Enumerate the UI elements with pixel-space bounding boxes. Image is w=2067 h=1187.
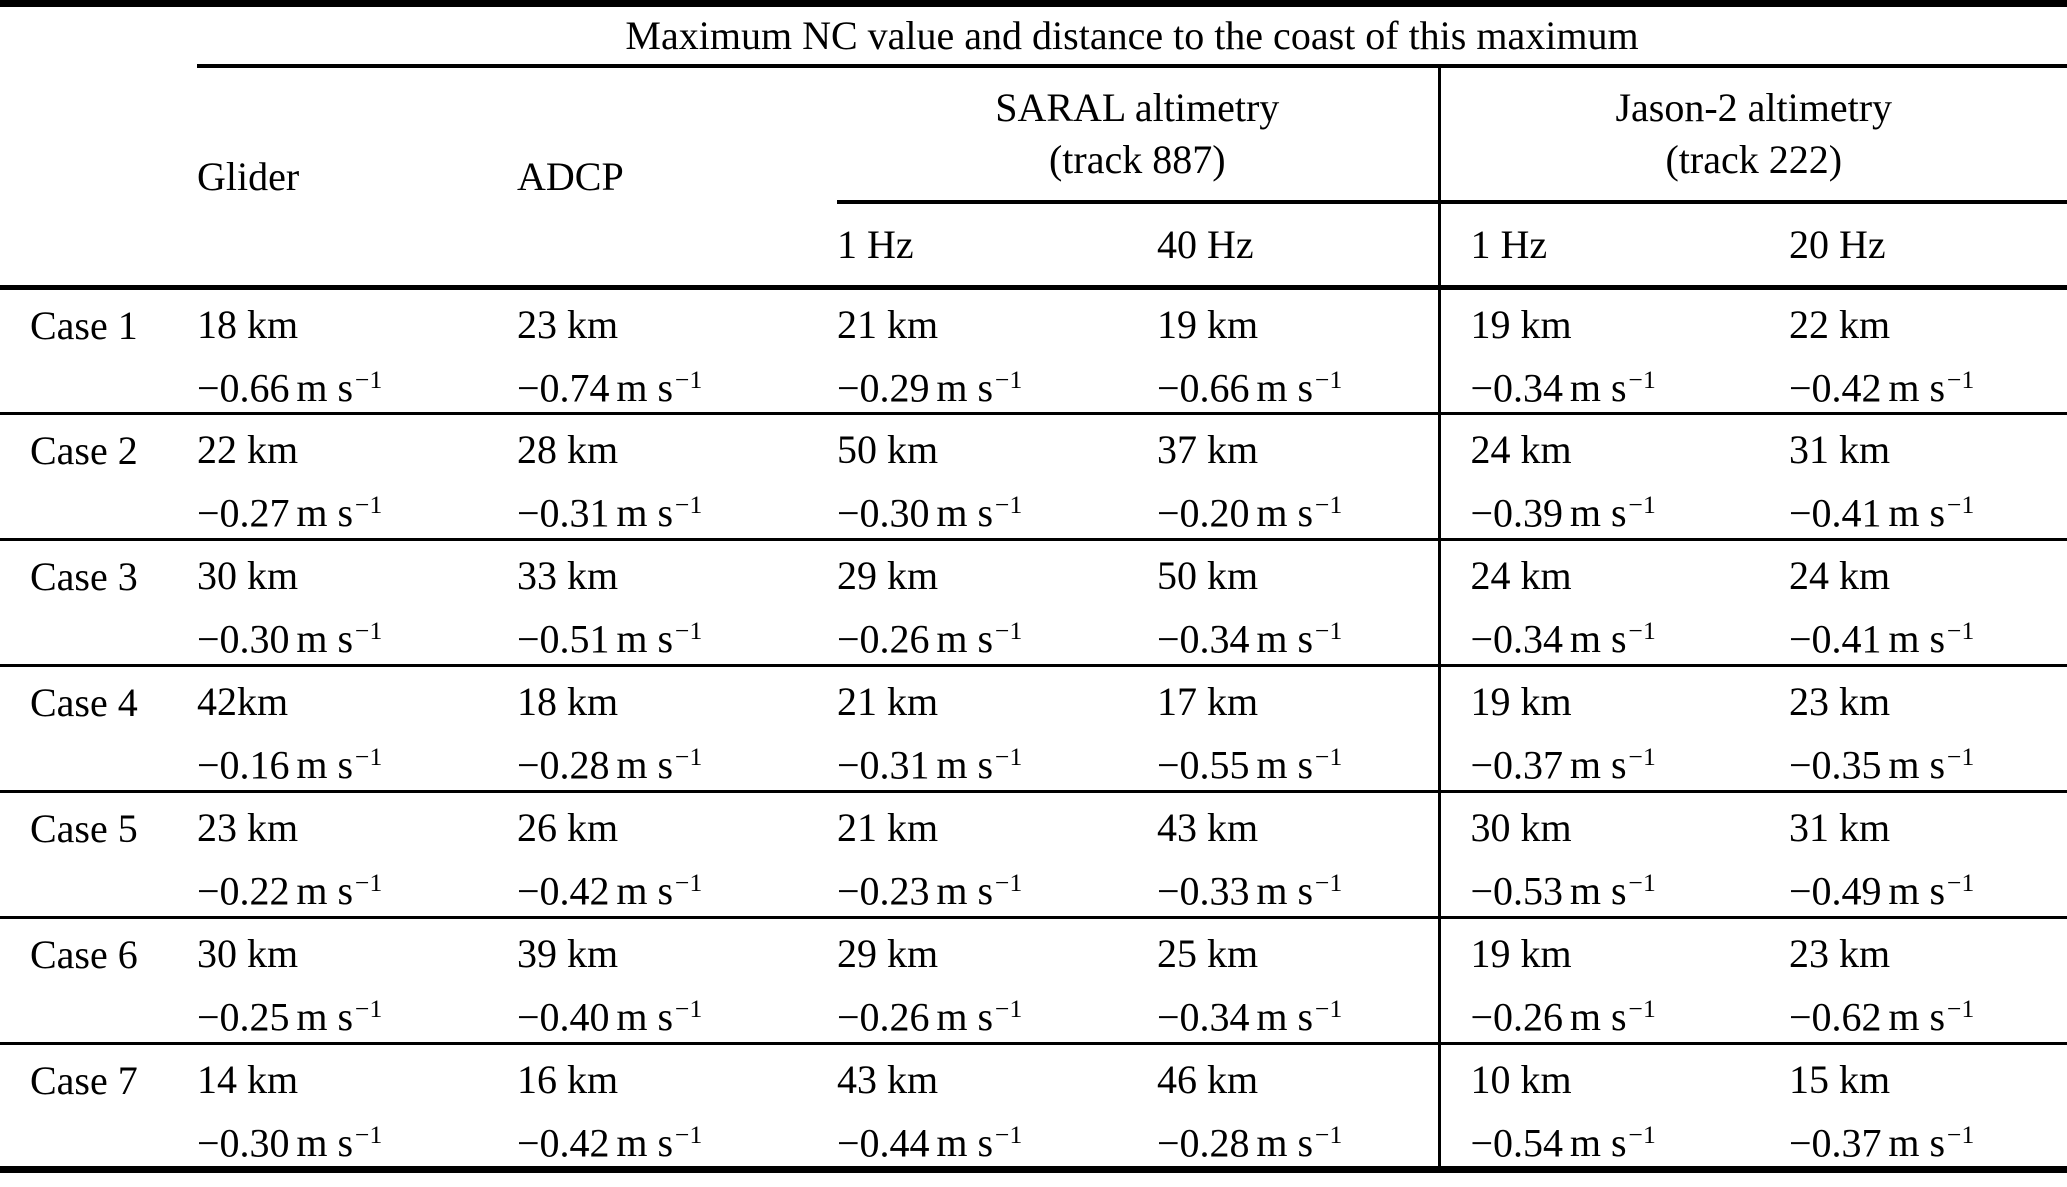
unit-base: m s — [1569, 1120, 1627, 1166]
table-row — [0, 918, 2067, 1044]
unit-base: m s — [936, 616, 994, 662]
nc-value — [1471, 608, 1760, 662]
nc-value — [517, 1112, 837, 1166]
unit-exponent: −1 — [355, 365, 383, 394]
nc-value — [197, 860, 517, 914]
distance-value: 28 km — [517, 427, 619, 472]
distance-value: 18 km — [517, 679, 619, 724]
distance-value: 23 km — [197, 805, 299, 850]
nc-number: −0.39 — [1470, 490, 1564, 536]
data-cell — [197, 666, 517, 792]
case-label: Case 7 — [30, 1058, 138, 1103]
distance-value: 43 km — [837, 1057, 939, 1102]
unit-exponent: −1 — [995, 490, 1023, 519]
unit-base: m s — [1888, 365, 1946, 411]
distance-value: 14 km — [197, 1057, 299, 1102]
unit-base: m s — [616, 616, 674, 662]
unit-exponent: −1 — [1315, 616, 1343, 645]
data-cell — [1157, 288, 1439, 414]
data-cell — [837, 288, 1157, 414]
nc-value — [1157, 860, 1438, 914]
table-row — [0, 1044, 2067, 1170]
nc-number: −0.37 — [1789, 1120, 1882, 1166]
unit-base: m s — [1888, 1120, 1946, 1166]
subheader-jason-20hz: 20 Hz — [1759, 202, 2067, 288]
unit-exponent: −1 — [1947, 490, 1975, 519]
distance-value: 30 km — [197, 553, 299, 598]
distance-value: 19 km — [1470, 302, 1572, 347]
data-cell — [837, 792, 1157, 918]
unit-exponent: −1 — [995, 1120, 1023, 1149]
nc-number: −0.25 — [197, 994, 290, 1040]
unit-exponent: −1 — [1628, 490, 1656, 519]
unit-exponent: −1 — [1947, 1120, 1975, 1149]
nc-number: −0.62 — [1789, 994, 1882, 1040]
col-header-glider: Glider — [197, 66, 517, 288]
unit-base: m s — [1569, 868, 1627, 914]
unit-exponent: −1 — [675, 616, 703, 645]
corner-cell — [0, 4, 197, 288]
distance-value: 23 km — [1789, 679, 1891, 724]
nc-number: −0.20 — [1157, 490, 1250, 536]
unit-base: m s — [296, 490, 354, 536]
unit-base: m s — [1888, 868, 1946, 914]
data-cell — [1759, 540, 2067, 666]
subheader-jason-1hz: 1 Hz — [1439, 202, 1759, 288]
case-label: Case 1 — [0, 288, 197, 414]
distance-value: 24 km — [1470, 553, 1572, 598]
unit-base: m s — [616, 490, 674, 536]
unit-exponent: −1 — [355, 994, 383, 1023]
nc-value — [1789, 1112, 2067, 1166]
unit-exponent: −1 — [995, 994, 1023, 1023]
data-cell — [1759, 1044, 2067, 1170]
unit-exponent: −1 — [675, 994, 703, 1023]
unit-base: m s — [936, 994, 994, 1040]
unit-exponent: −1 — [355, 1120, 383, 1149]
data-cell — [1439, 414, 1759, 540]
distance-value: 50 km — [837, 427, 939, 472]
data-cell — [197, 918, 517, 1044]
unit-base: m s — [296, 994, 354, 1040]
nc-number: −0.37 — [1470, 742, 1564, 788]
col-group-saral — [837, 66, 1439, 202]
unit-exponent: −1 — [995, 365, 1023, 394]
distance-value: 39 km — [517, 931, 619, 976]
case-label: Case 6 — [0, 918, 197, 1044]
nc-number: −0.22 — [197, 868, 290, 914]
nc-value — [1157, 357, 1438, 411]
distance-value: 25 km — [1157, 931, 1259, 976]
nc-value — [1471, 1112, 1760, 1166]
unit-exponent: −1 — [1628, 994, 1656, 1023]
data-cell — [197, 792, 517, 918]
saral-track: (track 887) — [1048, 136, 1226, 182]
unit-exponent: −1 — [1947, 868, 1975, 897]
distance-value: 21 km — [837, 805, 939, 850]
nc-number: −0.30 — [197, 1120, 290, 1166]
distance-value: 26 km — [517, 805, 619, 850]
unit-exponent: −1 — [995, 616, 1023, 645]
nc-value — [1471, 986, 1760, 1040]
data-cell — [197, 1044, 517, 1170]
table-row — [0, 540, 2067, 666]
data-cell — [517, 540, 837, 666]
distance-value: 23 km — [1789, 931, 1891, 976]
data-cell — [517, 414, 837, 540]
unit-base: m s — [1888, 742, 1946, 788]
unit-exponent: −1 — [1628, 365, 1656, 394]
nc-number: −0.53 — [1470, 868, 1564, 914]
distance-value: 50 km — [1157, 553, 1259, 598]
unit-base: m s — [296, 742, 354, 788]
nc-number: −0.42 — [517, 1120, 610, 1166]
nc-value — [1789, 986, 2067, 1040]
nc-number: −0.51 — [517, 616, 610, 662]
unit-base: m s — [1888, 994, 1946, 1040]
nc-number: −0.16 — [197, 742, 290, 788]
unit-base: m s — [1256, 994, 1314, 1040]
distance-value: 22 km — [197, 427, 299, 472]
nc-number: −0.54 — [1470, 1120, 1564, 1166]
nc-number: −0.42 — [517, 868, 610, 914]
table-row — [0, 792, 2067, 918]
nc-number: −0.33 — [1157, 868, 1250, 914]
data-cell — [1439, 288, 1759, 414]
distance-value: 19 km — [1470, 931, 1572, 976]
nc-number: −0.26 — [1470, 994, 1564, 1040]
unit-base: m s — [1569, 742, 1627, 788]
distance-value: 23 km — [517, 302, 619, 347]
distance-value: 21 km — [837, 679, 939, 724]
data-cell — [1439, 1044, 1759, 1170]
nc-value — [197, 986, 517, 1040]
nc-value — [1789, 734, 2067, 788]
table-row — [0, 666, 2067, 792]
nc-number: −0.30 — [197, 616, 290, 662]
case-label: Case 5 — [0, 792, 197, 918]
nc-value — [1471, 357, 1760, 411]
unit-base: m s — [296, 365, 354, 411]
nc-number: −0.30 — [837, 490, 930, 536]
unit-exponent: −1 — [1315, 490, 1343, 519]
nc-value — [197, 357, 517, 411]
distance-value: 31 km — [1789, 805, 1891, 850]
distance-value: 22 km — [1789, 302, 1891, 347]
data-cell — [517, 288, 837, 414]
unit-exponent: −1 — [1315, 365, 1343, 394]
unit-base: m s — [936, 868, 994, 914]
unit-exponent: −1 — [1947, 616, 1975, 645]
nc-number: −0.44 — [837, 1120, 930, 1166]
data-cell — [517, 918, 837, 1044]
nc-value — [517, 608, 837, 662]
case-label: Case 2 — [0, 414, 197, 540]
nc-number: −0.34 — [1157, 616, 1250, 662]
nc-number: −0.66 — [197, 365, 290, 411]
data-cell — [1759, 918, 2067, 1044]
unit-base: m s — [1256, 868, 1314, 914]
distance-value: 46 km — [1157, 1057, 1259, 1102]
unit-base: m s — [936, 1120, 994, 1166]
nc-value — [1789, 860, 2067, 914]
unit-exponent: −1 — [675, 490, 703, 519]
nc-value — [197, 734, 517, 788]
unit-base: m s — [1569, 490, 1627, 536]
data-cell — [1157, 918, 1439, 1044]
jason-name: Jason-2 altimetry — [1615, 84, 1893, 130]
nc-value — [1157, 608, 1438, 662]
nc-value — [197, 608, 517, 662]
nc-number: −0.28 — [1157, 1120, 1250, 1166]
data-cell — [1157, 540, 1439, 666]
nc-value — [517, 986, 837, 1040]
distance-value: 19 km — [1157, 302, 1259, 347]
unit-base: m s — [616, 365, 674, 411]
data-cell — [837, 414, 1157, 540]
nc-number: −0.26 — [837, 994, 930, 1040]
table-body — [0, 288, 2067, 1170]
unit-base: m s — [936, 490, 994, 536]
data-cell — [1759, 414, 2067, 540]
nc-number: −0.55 — [1157, 742, 1250, 788]
nc-value — [1157, 482, 1438, 536]
data-cell — [837, 540, 1157, 666]
unit-base: m s — [1888, 490, 1946, 536]
unit-base: m s — [1569, 365, 1627, 411]
nc-value — [1157, 1112, 1438, 1166]
unit-base: m s — [296, 1120, 354, 1166]
unit-exponent: −1 — [1628, 616, 1656, 645]
data-cell — [1759, 288, 2067, 414]
unit-base: m s — [296, 616, 354, 662]
nc-number: −0.31 — [517, 490, 610, 536]
title-row — [0, 4, 2067, 66]
unit-exponent: −1 — [1315, 1120, 1343, 1149]
distance-value: 10 km — [1470, 1057, 1572, 1102]
col-group-jason — [1439, 66, 2067, 202]
data-cell — [1759, 792, 2067, 918]
unit-base: m s — [936, 365, 994, 411]
nc-value — [837, 482, 1157, 536]
distance-value: 21 km — [837, 302, 939, 347]
distance-value: 31 km — [1789, 427, 1891, 472]
unit-exponent: −1 — [675, 1120, 703, 1149]
nc-value — [1157, 734, 1438, 788]
data-cell — [517, 666, 837, 792]
table-row — [0, 288, 2067, 414]
data-cell — [1439, 918, 1759, 1044]
nc-value — [1789, 482, 2067, 536]
data-cell — [1157, 414, 1439, 540]
distance-value: 17 km — [1157, 679, 1259, 724]
table-row — [0, 414, 2067, 540]
distance-value: 24 km — [1789, 553, 1891, 598]
unit-exponent: −1 — [1315, 994, 1343, 1023]
nc-value — [197, 482, 517, 536]
unit-base: m s — [616, 994, 674, 1040]
unit-base: m s — [616, 868, 674, 914]
data-cell — [1157, 1044, 1439, 1170]
unit-exponent: −1 — [1947, 994, 1975, 1023]
data-cell — [1759, 666, 2067, 792]
unit-base: m s — [1256, 490, 1314, 536]
nc-number: −0.26 — [837, 616, 930, 662]
saral-name: SARAL altimetry — [995, 84, 1280, 130]
jason-track: (track 222) — [1665, 136, 1843, 182]
nc-value — [837, 860, 1157, 914]
unit-exponent: −1 — [1315, 742, 1343, 771]
nc-number: −0.42 — [1789, 365, 1882, 411]
data-cell — [837, 918, 1157, 1044]
nc-value — [517, 357, 837, 411]
unit-exponent: −1 — [675, 742, 703, 771]
distance-value: 29 km — [837, 931, 939, 976]
unit-exponent: −1 — [995, 742, 1023, 771]
nc-value — [837, 608, 1157, 662]
unit-exponent: −1 — [1315, 868, 1343, 897]
nc-number: −0.40 — [517, 994, 610, 1040]
nc-number: −0.23 — [837, 868, 930, 914]
data-cell — [197, 288, 517, 414]
distance-value: 18 km — [197, 302, 299, 347]
unit-exponent: −1 — [355, 490, 383, 519]
nc-value — [837, 357, 1157, 411]
data-cell — [1157, 792, 1439, 918]
nc-value — [517, 860, 837, 914]
data-cell — [837, 666, 1157, 792]
unit-base: m s — [1888, 616, 1946, 662]
nc-value — [837, 986, 1157, 1040]
data-cell — [517, 792, 837, 918]
distance-value: 29 km — [837, 553, 939, 598]
data-cell — [1157, 666, 1439, 792]
nc-number: −0.49 — [1789, 868, 1882, 914]
subheader-saral-1hz: 1 Hz — [837, 202, 1157, 288]
unit-exponent: −1 — [675, 868, 703, 897]
data-cell — [197, 414, 517, 540]
unit-base: m s — [616, 1120, 674, 1166]
nc-value — [1789, 608, 2067, 662]
nc-number: −0.28 — [517, 742, 610, 788]
unit-exponent: −1 — [355, 616, 383, 645]
unit-base: m s — [616, 742, 674, 788]
subheader-saral-40hz: 40 Hz — [1157, 202, 1439, 288]
nc-number: −0.41 — [1789, 616, 1882, 662]
nc-value — [1157, 986, 1438, 1040]
unit-base: m s — [1569, 616, 1627, 662]
nc-number: −0.41 — [1789, 490, 1882, 536]
case-label: Case 3 — [0, 540, 197, 666]
nc-value — [517, 482, 837, 536]
data-cell — [517, 1044, 837, 1170]
instrument-header-row — [0, 66, 2067, 202]
unit-base: m s — [1256, 365, 1314, 411]
unit-base: m s — [1256, 1120, 1314, 1166]
distance-value: 15 km — [1789, 1057, 1891, 1102]
table-title: Maximum NC value and distance to the coast of this maximum — [197, 4, 2067, 66]
col-header-adcp: ADCP — [517, 66, 837, 288]
distance-value: 30 km — [1470, 805, 1572, 850]
nc-number: −0.34 — [1470, 616, 1564, 662]
distance-value: 19 km — [1470, 679, 1572, 724]
unit-exponent: −1 — [995, 868, 1023, 897]
distance-value: 43 km — [1157, 805, 1259, 850]
data-cell — [1439, 540, 1759, 666]
nc-number: −0.29 — [837, 365, 930, 411]
nc-number: −0.31 — [837, 742, 930, 788]
unit-base: m s — [296, 868, 354, 914]
data-cell — [837, 1044, 1157, 1170]
nc-value — [837, 734, 1157, 788]
nc-number: −0.74 — [517, 365, 610, 411]
distance-value: 16 km — [517, 1057, 619, 1102]
unit-base: m s — [1569, 994, 1627, 1040]
distance-value: 42km — [197, 679, 289, 724]
distance-value: 33 km — [517, 553, 619, 598]
unit-exponent: −1 — [1947, 365, 1975, 394]
unit-exponent: −1 — [1628, 742, 1656, 771]
unit-base: m s — [936, 742, 994, 788]
unit-base: m s — [1256, 616, 1314, 662]
nc-value — [1471, 734, 1760, 788]
nc-value — [1789, 357, 2067, 411]
data-cell — [197, 540, 517, 666]
unit-exponent: −1 — [1628, 1120, 1656, 1149]
nc-number: −0.34 — [1470, 365, 1564, 411]
nc-number: −0.27 — [197, 490, 290, 536]
nc-value — [197, 1112, 517, 1166]
unit-exponent: −1 — [355, 868, 383, 897]
unit-exponent: −1 — [1947, 742, 1975, 771]
unit-exponent: −1 — [1628, 868, 1656, 897]
nc-value — [1471, 482, 1760, 536]
unit-exponent: −1 — [675, 365, 703, 394]
nc-value — [517, 734, 837, 788]
unit-base: m s — [1256, 742, 1314, 788]
data-cell — [1439, 666, 1759, 792]
nc-value — [837, 1112, 1157, 1166]
nc-number: −0.35 — [1789, 742, 1882, 788]
nc-value — [1471, 860, 1760, 914]
case-label: Case 4 — [0, 666, 197, 792]
nc-number: −0.34 — [1157, 994, 1250, 1040]
data-cell — [1439, 792, 1759, 918]
unit-exponent: −1 — [355, 742, 383, 771]
distance-value: 30 km — [197, 931, 299, 976]
distance-value: 37 km — [1157, 427, 1259, 472]
distance-value: 24 km — [1470, 427, 1572, 472]
nc-number: −0.66 — [1157, 365, 1250, 411]
